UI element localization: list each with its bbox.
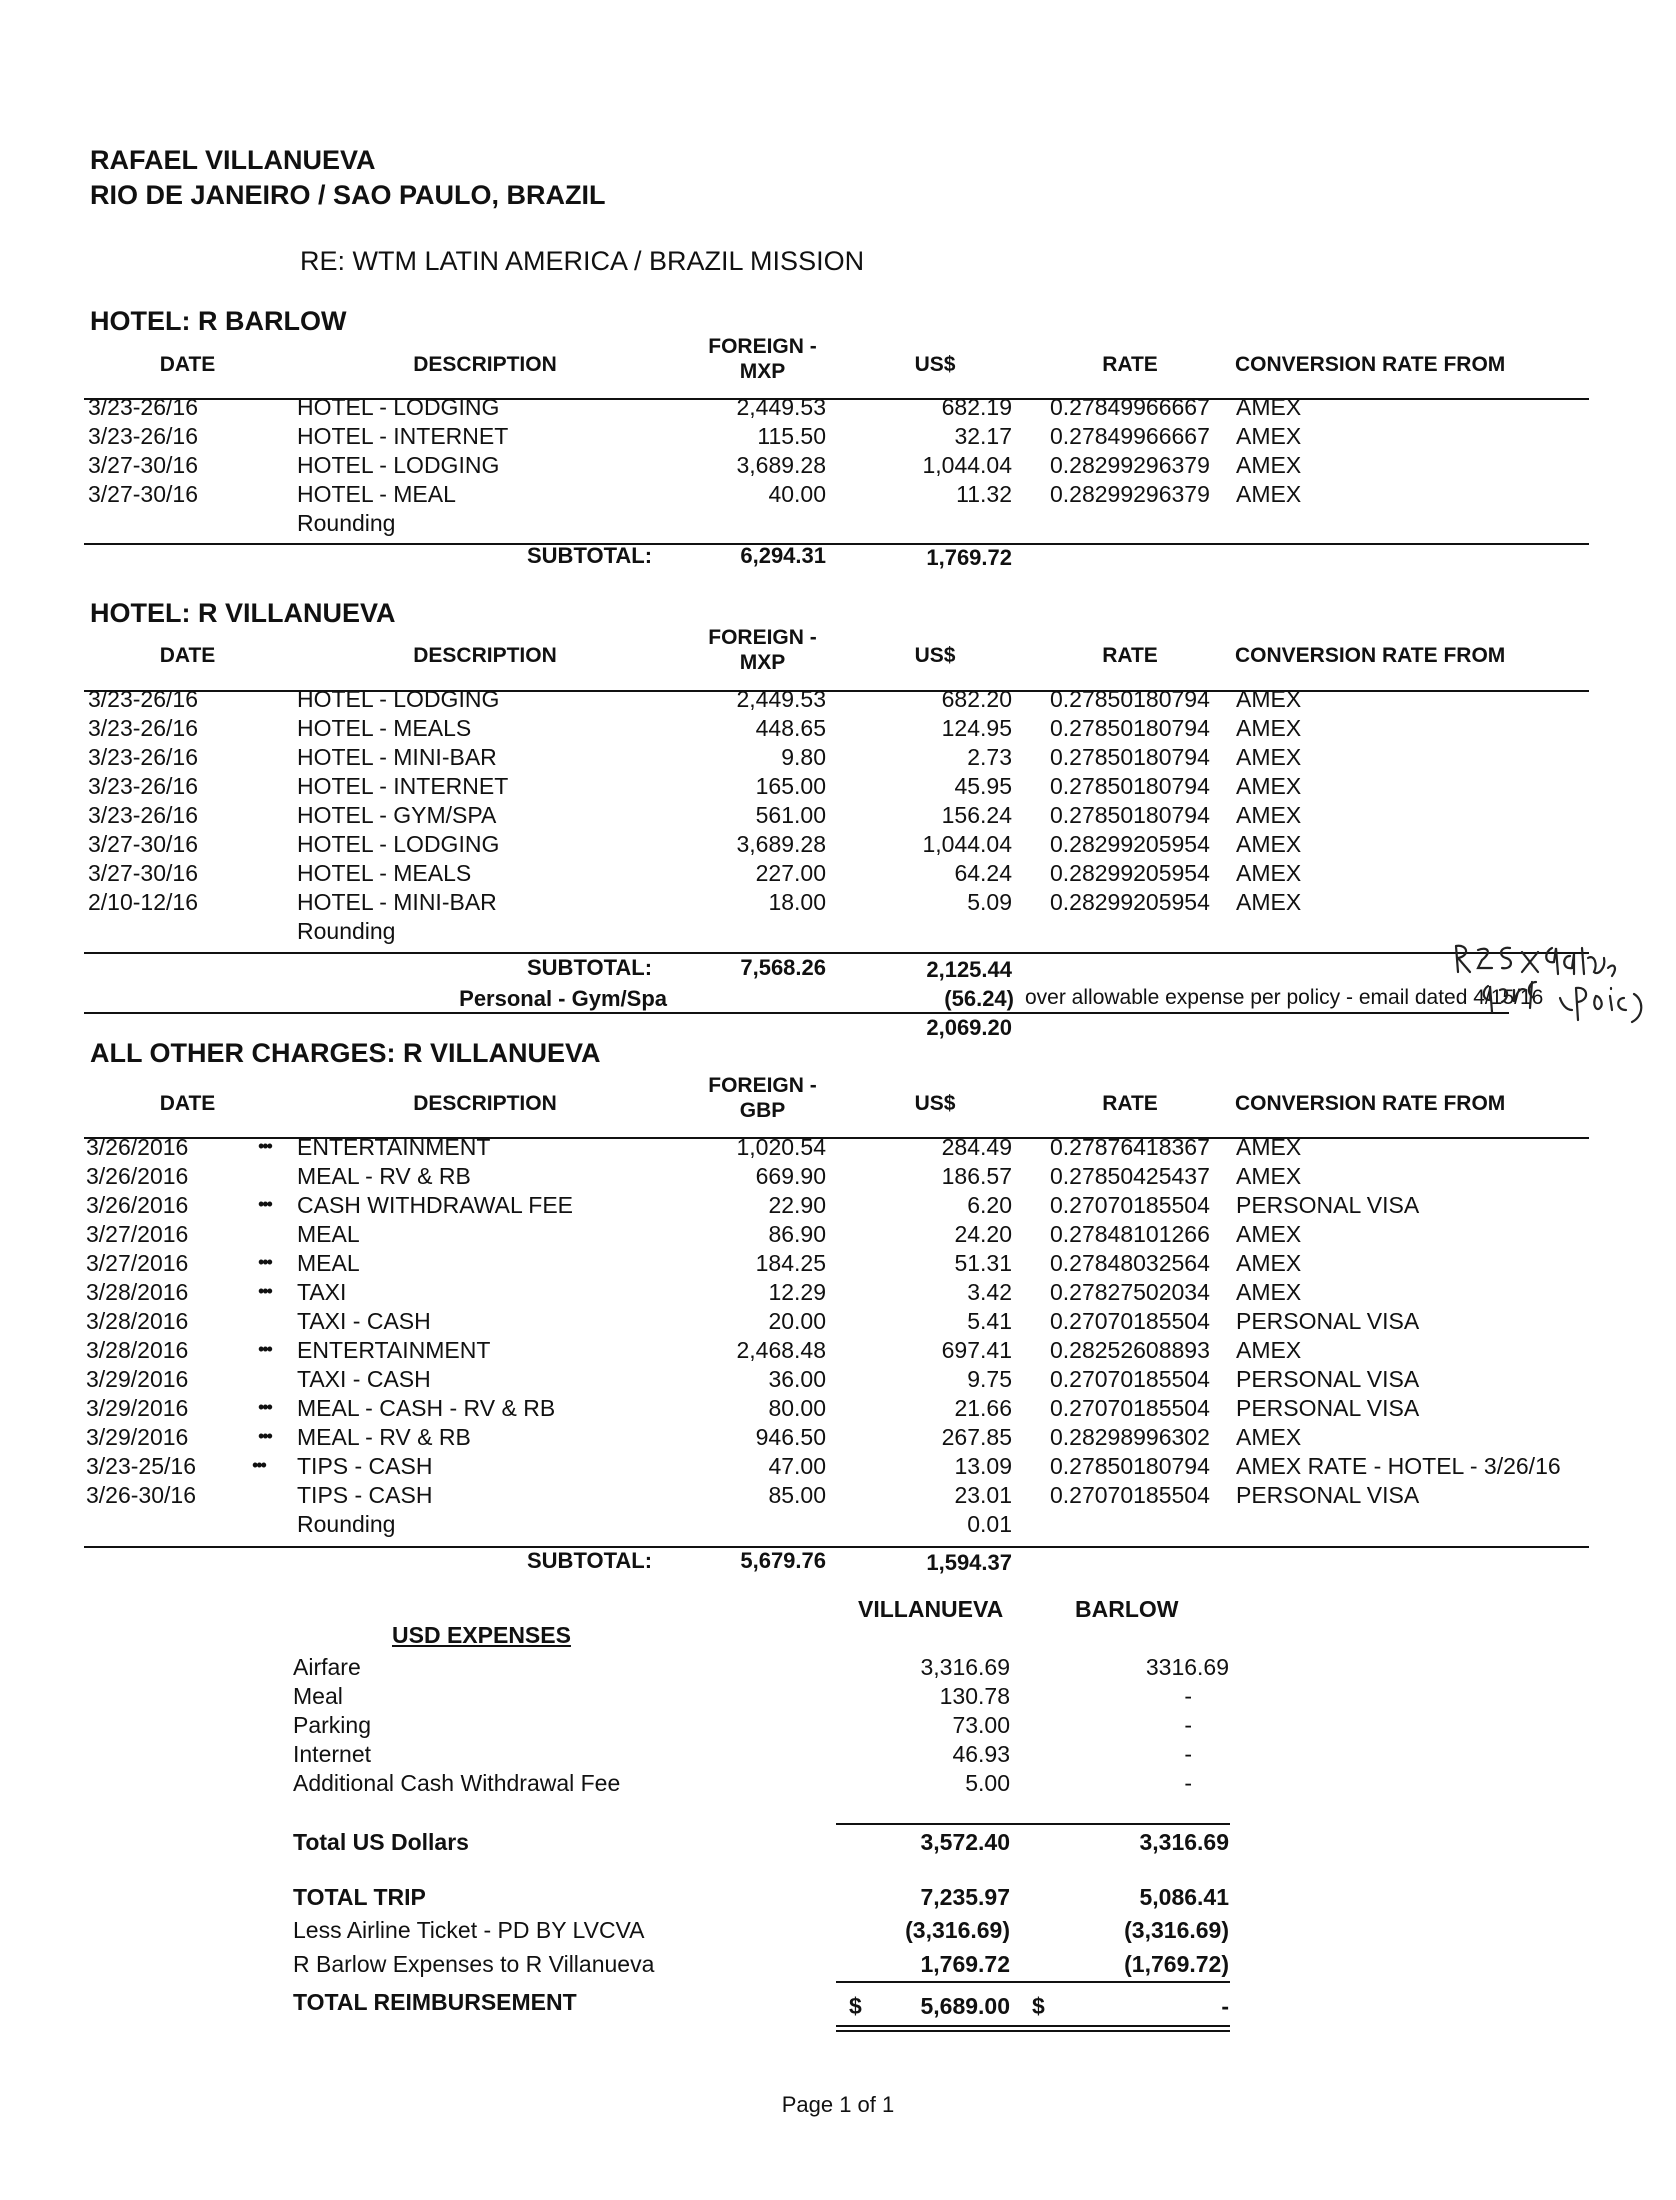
double-underline [836,2025,1230,2027]
row-foreign-amount: 22.90 [768,1192,826,1218]
row-usd-amount: 2.73 [967,744,1012,770]
subtotal-foreign: 5,679.76 [740,1548,826,1573]
tick-marks: ••• [258,1339,271,1359]
section-title-villanueva-hotel: HOTEL: R VILLANUEVA [90,598,396,628]
table-row [0,394,1676,423]
row-conversion-source: AMEX [1236,1279,1302,1305]
total-reimbursement-villanueva: 5,689.00 [920,1993,1010,2019]
row-date: 3/29/2016 [86,1395,189,1421]
row-rate: 0.27849966667 [1050,394,1210,420]
row-date: 3/27-30/16 [88,481,198,507]
total-usd-villanueva: 3,572.40 [920,1829,1010,1855]
row-description: MEAL [297,1250,360,1276]
page-number: Page 1 of 1 [781,2092,895,2117]
table-row [0,1134,1676,1163]
row-foreign-amount: 165.00 [755,773,826,799]
list-item [0,1654,1676,1683]
row-description: MEAL - RV & RB [297,1424,471,1450]
row-foreign-amount: 85.00 [768,1482,826,1508]
row-rate: 0.28298996302 [1050,1424,1210,1450]
table-row [0,1250,1676,1279]
row-date: 3/23-26/16 [88,744,198,770]
double-underline [836,2030,1230,2032]
row-date: 3/26/2016 [86,1163,189,1189]
divider [84,952,1589,954]
row-usd-amount: 0.01 [967,1511,1012,1537]
row-description: HOTEL - MEAL [297,481,456,507]
row-description: TIPS - CASH [297,1482,433,1508]
row-rate: 0.28299296379 [1050,452,1210,478]
col-header-conversion-from: CONVERSION RATE FROM [1235,1092,1506,1115]
row-description: HOTEL - LODGING [297,452,500,478]
row-rate: 0.27850425437 [1050,1163,1210,1189]
expense-barlow: - [1184,1712,1192,1738]
subtotal-label: SUBTOTAL: [527,1548,653,1573]
row-conversion-source: PERSONAL VISA [1236,1482,1420,1508]
table-row [0,1395,1676,1424]
row-conversion-source: AMEX [1236,1134,1302,1160]
table-row [0,1192,1676,1221]
subtotal-foreign: 6,294.31 [740,543,826,568]
row-usd-amount: 6.20 [967,1192,1012,1218]
col-header-description: DESCRIPTION [413,644,557,667]
row-conversion-source: AMEX [1236,1250,1302,1276]
row-description: MEAL - CASH - RV & RB [297,1395,556,1421]
expense-barlow: - [1184,1683,1192,1709]
table-row [0,1337,1676,1366]
row-conversion-source: PERSONAL VISA [1236,1308,1420,1334]
subtotal-label: SUBTOTAL: [527,543,653,568]
row-rate: 0.27070185504 [1050,1308,1210,1334]
row-usd-amount: 45.95 [954,773,1012,799]
row-date: 3/28/2016 [86,1308,189,1334]
row-rate: 0.28299296379 [1050,481,1210,507]
row-date: 3/29/2016 [86,1366,189,1392]
expense-villanueva: 46.93 [952,1741,1010,1767]
handwritten-annotation [1448,938,1663,1058]
col-header-rate: RATE [1102,1092,1158,1115]
tick-marks: ••• [258,1397,271,1417]
row-conversion-source: AMEX [1236,802,1302,828]
row-conversion-source: AMEX [1236,889,1302,915]
table-row [0,481,1676,510]
row-rate: 0.27850180794 [1050,744,1210,770]
tick-marks: ••• [258,1194,271,1214]
row-conversion-source: AMEX [1236,715,1302,741]
row-rate: 0.28299205954 [1050,860,1210,886]
row-description: HOTEL - INTERNET [297,773,509,799]
col-header-date: DATE [159,1092,216,1115]
barlow-expenses-label: R Barlow Expenses to R Villanueva [293,1951,655,1977]
row-date: 3/29/2016 [86,1424,189,1450]
col-header-usd: US$ [914,353,956,376]
col-header-date: DATE [159,644,216,667]
row-description: HOTEL - INTERNET [297,423,509,449]
col-header-usd: US$ [914,1092,956,1115]
tick-marks: ••• [252,1455,265,1475]
row-description: HOTEL - GYM/SPA [297,802,497,828]
table-row [0,1221,1676,1250]
table-row [0,1279,1676,1308]
row-foreign-amount: 3,689.28 [736,831,826,857]
row-conversion-source: AMEX [1236,1163,1302,1189]
row-usd-amount: 682.20 [941,686,1012,712]
col-villanueva: VILLANUEVA [858,1596,1004,1622]
row-date: 3/23-26/16 [88,802,198,828]
row-date: 3/28/2016 [86,1279,189,1305]
row-foreign-amount: 86.90 [768,1221,826,1247]
row-date: 3/26/2016 [86,1134,189,1160]
row-usd-amount: 23.01 [954,1482,1012,1508]
row-rate: 0.28299205954 [1050,889,1210,915]
row-description: MEAL - RV & RB [297,1163,471,1189]
row-date: 3/23-26/16 [88,686,198,712]
subtotal-usd: 2,125.44 [926,957,1012,982]
row-usd-amount: 186.57 [941,1163,1012,1189]
table-row [0,715,1676,744]
divider [836,1981,1230,1983]
row-foreign-amount: 669.90 [755,1163,826,1189]
less-airline-label: Less Airline Ticket - PD BY LVCVA [293,1917,645,1943]
row-date: 3/23-25/16 [86,1453,196,1479]
expense-villanueva: 3,316.69 [920,1654,1010,1680]
row-rate: 0.27850180794 [1050,773,1210,799]
row-foreign-amount: 40.00 [768,481,826,507]
expense-barlow: - [1184,1741,1192,1767]
row-usd-amount: 697.41 [941,1337,1012,1363]
less-airline-villanueva: (3,316.69) [905,1917,1010,1943]
col-header-conversion-from: CONVERSION RATE FROM [1235,644,1506,667]
col-header-date: DATE [159,353,216,376]
row-description: TAXI - CASH [297,1308,431,1334]
section-title-other-charges: ALL OTHER CHARGES: R VILLANUEVA [90,1038,601,1068]
row-foreign-amount: 561.00 [755,802,826,828]
row-usd-amount: 284.49 [941,1134,1012,1160]
subtotal-foreign: 7,568.26 [740,955,826,980]
row-rate: 0.28299205954 [1050,831,1210,857]
row-date: 3/26-30/16 [86,1482,196,1508]
currency-symbol: $ [849,1993,862,2019]
row-rate: 0.27850180794 [1050,686,1210,712]
row-date: 3/23-26/16 [88,394,198,420]
row-date: 3/27-30/16 [88,860,198,886]
list-item [0,1712,1676,1741]
row-usd-amount: 124.95 [941,715,1012,741]
divider [836,1823,1230,1825]
table-row [0,831,1676,860]
row-foreign-amount: 946.50 [755,1424,826,1450]
subtotal-usd: 1,769.72 [926,545,1012,570]
row-date: 3/26/2016 [86,1192,189,1218]
row-conversion-source: PERSONAL VISA [1236,1395,1420,1421]
row-conversion-source: AMEX [1236,686,1302,712]
row-foreign-amount: 2,468.48 [736,1337,826,1363]
row-foreign-amount: 47.00 [768,1453,826,1479]
row-foreign-amount: 115.50 [757,423,826,449]
table-row [0,452,1676,481]
col-barlow: BARLOW [1075,1596,1179,1622]
row-usd-amount: 5.09 [967,889,1012,915]
col-header-rate: RATE [1102,644,1158,667]
row-date: 3/28/2016 [86,1337,189,1363]
table-row [0,918,1676,947]
total-usd-label: Total US Dollars [293,1829,469,1855]
table-row [0,1308,1676,1337]
row-rate: 0.27070185504 [1050,1482,1210,1508]
table-row [0,1482,1676,1511]
table-row [0,423,1676,452]
row-description: HOTEL - LODGING [297,394,500,420]
row-date: 3/23-26/16 [88,715,198,741]
expense-villanueva: 130.78 [939,1683,1010,1709]
row-rate: 0.27850180794 [1050,715,1210,741]
row-rate: 0.27848101266 [1050,1221,1210,1247]
row-conversion-source: AMEX [1236,773,1302,799]
expense-label: Parking [293,1712,371,1738]
row-conversion-source: AMEX RATE - HOTEL - 3/26/16 [1236,1453,1561,1479]
table-row [0,510,1676,539]
section-title-barlow-hotel: HOTEL: R BARLOW [90,306,347,336]
row-foreign-amount: 36.00 [768,1366,826,1392]
row-foreign-amount: 12.29 [768,1279,826,1305]
barlow-expenses-villanueva: 1,769.72 [920,1951,1010,1977]
col-header-description: DESCRIPTION [413,353,557,376]
row-foreign-amount: 2,449.53 [736,686,826,712]
row-date: 3/27/2016 [86,1250,189,1276]
col-header-usd: US$ [914,644,956,667]
row-description: HOTEL - LODGING [297,831,500,857]
barlow-expenses-barlow: (1,769.72) [1124,1951,1229,1977]
expense-label: Meal [293,1683,343,1709]
row-date: 3/23-26/16 [88,773,198,799]
table-row [0,744,1676,773]
expense-villanueva: 73.00 [952,1712,1010,1738]
col-header-foreign: FOREIGN - MXP [708,626,817,674]
row-rate: 0.27849966667 [1050,423,1210,449]
row-rate: 0.27848032564 [1050,1250,1210,1276]
row-description: Rounding [297,510,396,536]
row-description: ENTERTAINMENT [297,1337,491,1363]
tick-marks: ••• [258,1281,271,1301]
traveler-name: RAFAEL VILLANUEVA [90,145,376,175]
row-usd-amount: 32.17 [954,423,1012,449]
subtotal-usd: 1,594.37 [926,1550,1012,1575]
row-description: HOTEL - LODGING [297,686,500,712]
row-date: 3/27/2016 [86,1221,189,1247]
total-trip-label: TOTAL TRIP [293,1884,426,1910]
table-row [0,860,1676,889]
row-description: HOTEL - MINI-BAR [297,744,497,770]
table-row [0,802,1676,831]
col-header-description: DESCRIPTION [413,1092,557,1115]
row-usd-amount: 156.24 [941,802,1012,828]
re-line: RE: WTM LATIN AMERICA / BRAZIL MISSION [300,246,865,276]
personal-gym-amount: (56.24) [944,986,1014,1011]
personal-gym-label: Personal - Gym/Spa [459,986,667,1011]
tick-marks: ••• [258,1426,271,1446]
usd-expenses-title: USD EXPENSES [392,1622,571,1648]
row-description: Rounding [297,1511,396,1537]
row-foreign-amount: 18.00 [768,889,826,915]
row-description: TAXI - CASH [297,1366,431,1392]
row-foreign-amount: 448.65 [755,715,826,741]
less-airline-barlow: (3,316.69) [1124,1917,1229,1943]
row-foreign-amount: 184.25 [755,1250,826,1276]
row-conversion-source: AMEX [1236,744,1302,770]
row-rate: 0.28252608893 [1050,1337,1210,1363]
row-foreign-amount: 20.00 [768,1308,826,1334]
row-usd-amount: 13.09 [954,1453,1012,1479]
row-rate: 0.27827502034 [1050,1279,1210,1305]
col-header-foreign: FOREIGN - GBP [708,1074,817,1122]
col-header-foreign: FOREIGN - MXP [708,335,817,383]
row-foreign-amount: 2,449.53 [736,394,826,420]
table-row [0,1511,1676,1540]
row-usd-amount: 21.66 [954,1395,1012,1421]
tick-marks: ••• [258,1136,271,1156]
table-row [0,686,1676,715]
row-rate: 0.27070185504 [1050,1395,1210,1421]
trip-location: RIO DE JANEIRO / SAO PAULO, BRAZIL [90,180,606,210]
row-conversion-source: AMEX [1236,423,1302,449]
list-item [0,1741,1676,1770]
total-reimbursement-label: TOTAL REIMBURSEMENT [293,1989,577,2015]
total-trip-villanueva: 7,235.97 [920,1884,1010,1910]
total-trip-barlow: 5,086.41 [1139,1884,1229,1910]
row-description: ENTERTAINMENT [297,1134,491,1160]
list-item [0,1683,1676,1712]
row-date: 3/27-30/16 [88,452,198,478]
table-row [0,773,1676,802]
table-row [0,1163,1676,1192]
tick-marks: ••• [258,1252,271,1272]
col-header-rate: RATE [1102,353,1158,376]
table-row [0,889,1676,918]
row-usd-amount: 51.31 [954,1250,1012,1276]
row-conversion-source: PERSONAL VISA [1236,1192,1420,1218]
divider [84,1012,1509,1014]
row-description: HOTEL - MEALS [297,860,472,886]
currency-symbol: $ [1032,1993,1045,2019]
row-usd-amount: 9.75 [967,1366,1012,1392]
row-date: 3/27-30/16 [88,831,198,857]
row-conversion-source: AMEX [1236,394,1302,420]
row-description: CASH WITHDRAWAL FEE [297,1192,574,1218]
row-usd-amount: 267.85 [941,1424,1012,1450]
row-foreign-amount: 1,020.54 [736,1134,826,1160]
row-rate: 0.27850180794 [1050,1453,1210,1479]
row-foreign-amount: 227.00 [755,860,826,886]
row-conversion-source: AMEX [1236,1221,1302,1247]
row-foreign-amount: 9.80 [781,744,826,770]
expense-barlow: - [1184,1770,1192,1796]
table-row [0,1424,1676,1453]
row-rate: 0.27876418367 [1050,1134,1210,1160]
row-foreign-amount: 3,689.28 [736,452,826,478]
expense-villanueva: 5.00 [965,1770,1010,1796]
row-rate: 0.27070185504 [1050,1366,1210,1392]
row-description: MEAL [297,1221,360,1247]
row-conversion-source: AMEX [1236,1424,1302,1450]
expense-label: Internet [293,1741,371,1767]
row-rate: 0.27850180794 [1050,802,1210,828]
policy-note: over allowable expense per policy - email dated 4/15/16 [1025,986,1544,1009]
expense-label: Airfare [293,1654,361,1680]
row-conversion-source: AMEX [1236,452,1302,478]
net-hotel-usd: 2,069.20 [926,1015,1012,1040]
divider [84,543,1589,545]
row-conversion-source: AMEX [1236,1337,1302,1363]
row-description: TIPS - CASH [297,1453,433,1479]
row-conversion-source: AMEX [1236,860,1302,886]
divider [84,1546,1589,1548]
row-conversion-source: AMEX [1236,831,1302,857]
row-usd-amount: 3.42 [967,1279,1012,1305]
row-usd-amount: 64.24 [954,860,1012,886]
col-header-conversion-from: CONVERSION RATE FROM [1235,353,1506,376]
row-conversion-source: AMEX [1236,481,1302,507]
row-conversion-source: PERSONAL VISA [1236,1366,1420,1392]
list-item [0,1770,1676,1799]
row-foreign-amount: 80.00 [768,1395,826,1421]
row-usd-amount: 11.32 [956,481,1012,507]
row-usd-amount: 682.19 [941,394,1012,420]
row-usd-amount: 24.20 [954,1221,1012,1247]
expense-barlow: 3316.69 [1145,1654,1229,1680]
row-date: 3/23-26/16 [88,423,198,449]
row-rate: 0.27070185504 [1050,1192,1210,1218]
expense-label: Additional Cash Withdrawal Fee [293,1770,621,1796]
row-usd-amount: 1,044.04 [922,452,1012,478]
total-reimbursement-barlow: - [1221,1993,1229,2019]
table-row [0,1366,1676,1395]
row-description: Rounding [297,918,396,944]
row-date: 2/10-12/16 [88,889,198,915]
total-usd-barlow: 3,316.69 [1139,1829,1229,1855]
row-description: TAXI [297,1279,347,1305]
row-description: HOTEL - MEALS [297,715,472,741]
row-usd-amount: 5.41 [967,1308,1012,1334]
subtotal-label: SUBTOTAL: [527,955,653,980]
row-usd-amount: 1,044.04 [922,831,1012,857]
row-description: HOTEL - MINI-BAR [297,889,497,915]
